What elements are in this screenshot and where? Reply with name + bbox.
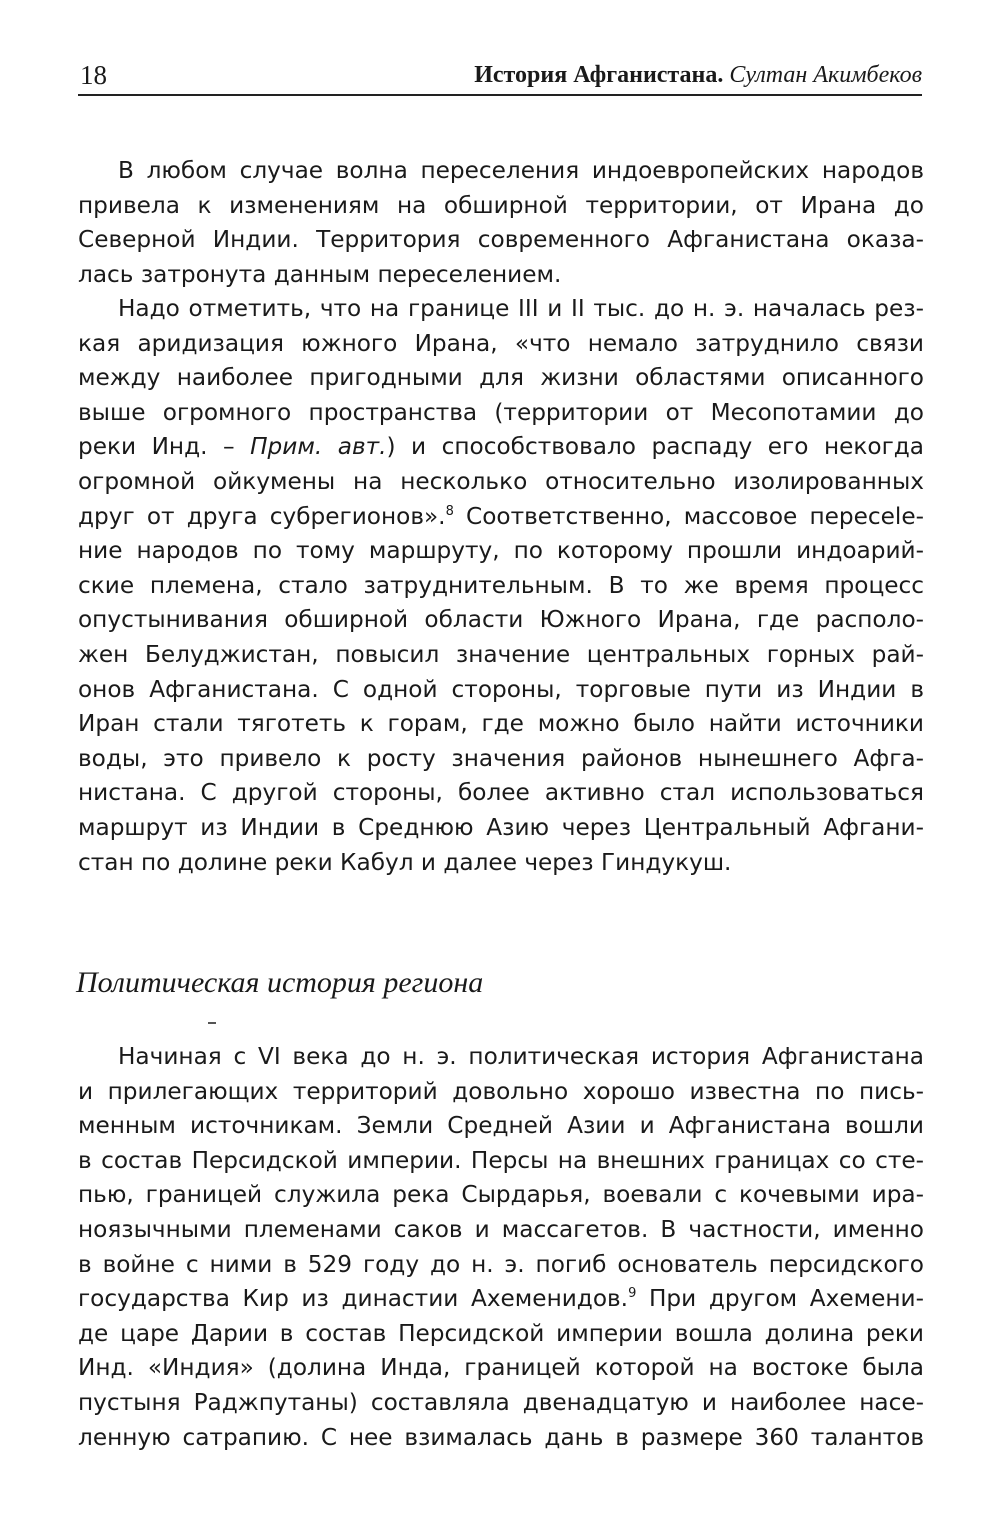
- text-line: выше огромного пространства (территории от Месопотамии до: [78, 398, 924, 426]
- author-name: Султан Акимбеков: [729, 62, 922, 88]
- text-line: [78, 500, 924, 535]
- text-line: привела к изменениям на обширной территории, от Ирана до: [78, 191, 924, 219]
- text-line: В любом случае волна переселения индоевропейских народов: [118, 157, 924, 184]
- text-line: ноязычными племенами саков и массагетов. В частности, именно: [78, 1215, 924, 1243]
- footnote-marker: 9: [628, 1286, 637, 1302]
- text-run: государства Кир из династии Ахеменидов.: [78, 1285, 629, 1313]
- book-title: История Афганистана.: [474, 62, 724, 88]
- print-mark: [208, 1022, 216, 1024]
- text-line: и прилегающих территорий довольно хорошо известна по пись-: [78, 1077, 924, 1105]
- text-line: Иран стали тяготеть к горам, где можно было найти источники: [78, 710, 924, 738]
- text-line: ские племена, стало затруднительным. В то же время процесс: [78, 571, 924, 599]
- text-line: менным источникам. Земли Средней Азии и Афганистана вошли: [78, 1112, 924, 1140]
- text-line: маршрут из Индии в Среднюю Азию через Центральный Афгани-: [78, 813, 924, 841]
- text-line: кая аридизация южного Ирана, «что немало затруднило связи: [78, 329, 924, 357]
- text-line: онов Афганистана. С одной стороны, торговые пути из Индии в: [78, 675, 924, 703]
- text-run: реки Инд. –: [78, 433, 251, 461]
- running-header: [78, 58, 922, 96]
- text-line: воды, это привело к росту значения районов нынешнего Афга-: [78, 744, 924, 772]
- paragraph-1: [78, 154, 924, 292]
- text-line: огромной ойкумены на несколько относительно изолированных: [78, 467, 924, 495]
- text-line: пустыня Раджпутаны) составляла двенадцатую и наиболее насе-: [78, 1388, 924, 1416]
- paragraph-2: [78, 292, 924, 880]
- page-number: 18: [80, 60, 107, 90]
- text-line: нистана. С другой стороны, более активно стал использоваться: [78, 779, 924, 807]
- text-line: опустынивания обширной области Южного Ирана, где располо-: [78, 606, 924, 634]
- text-line: в войне с ними в 529 году до н. э. погиб основатель персидского: [78, 1250, 924, 1278]
- text-run: ) и способствовало распаду его некогда: [386, 433, 924, 461]
- running-title: [474, 62, 922, 89]
- text-line: Надо отметить, что на границе III и II тыс. до н. э. началась рез-: [118, 295, 924, 322]
- text-line: в состав Персидской империи. Персы на внешних границах со сте-: [78, 1146, 924, 1174]
- text-line: Северной Индии. Территория современного Афганистана оказа-: [78, 226, 924, 254]
- text-line: Инд. «Индия» (долина Инда, границей которой на востоке была: [78, 1354, 924, 1382]
- text-line: [78, 1282, 924, 1317]
- paragraph-3: [78, 1040, 924, 1455]
- text-line: между наиболее пригодными для жизни областями описанного: [78, 364, 924, 392]
- text-line: жен Белуджистан, повысил значение центральных горных рай-: [78, 640, 924, 668]
- text-line: [78, 430, 924, 465]
- section-heading: Политическая история региона: [76, 966, 484, 999]
- text-run: При другом Ахемени-: [636, 1285, 924, 1313]
- text-line: лась затронута данным переселением.: [78, 260, 562, 288]
- italic-note: Прим. авт.: [250, 433, 387, 461]
- text-line: стан по долине реки Кабул и далее через Гиндукуш.: [78, 848, 732, 876]
- text-line: ние народов по тому маршруту, по которому прошли индоарий-: [78, 537, 924, 565]
- text-line: ленную сатрапию. С нее взималась дань в размере 360 талантов: [78, 1423, 924, 1451]
- text-line: пью, границей служила река Сырдарья, воевали с кочевыми ира-: [78, 1181, 924, 1209]
- text-line: де царе Дарии в состав Персидской империи вошла долина реки: [78, 1319, 924, 1347]
- footnote-marker: 8: [445, 503, 454, 519]
- text-run: Соответственно, массовое пересele-: [453, 502, 924, 530]
- text-run: друг от друга субрегионов».: [78, 502, 446, 530]
- text-line: Начиная с VI века до н. э. политическая история Афганистана: [118, 1043, 924, 1070]
